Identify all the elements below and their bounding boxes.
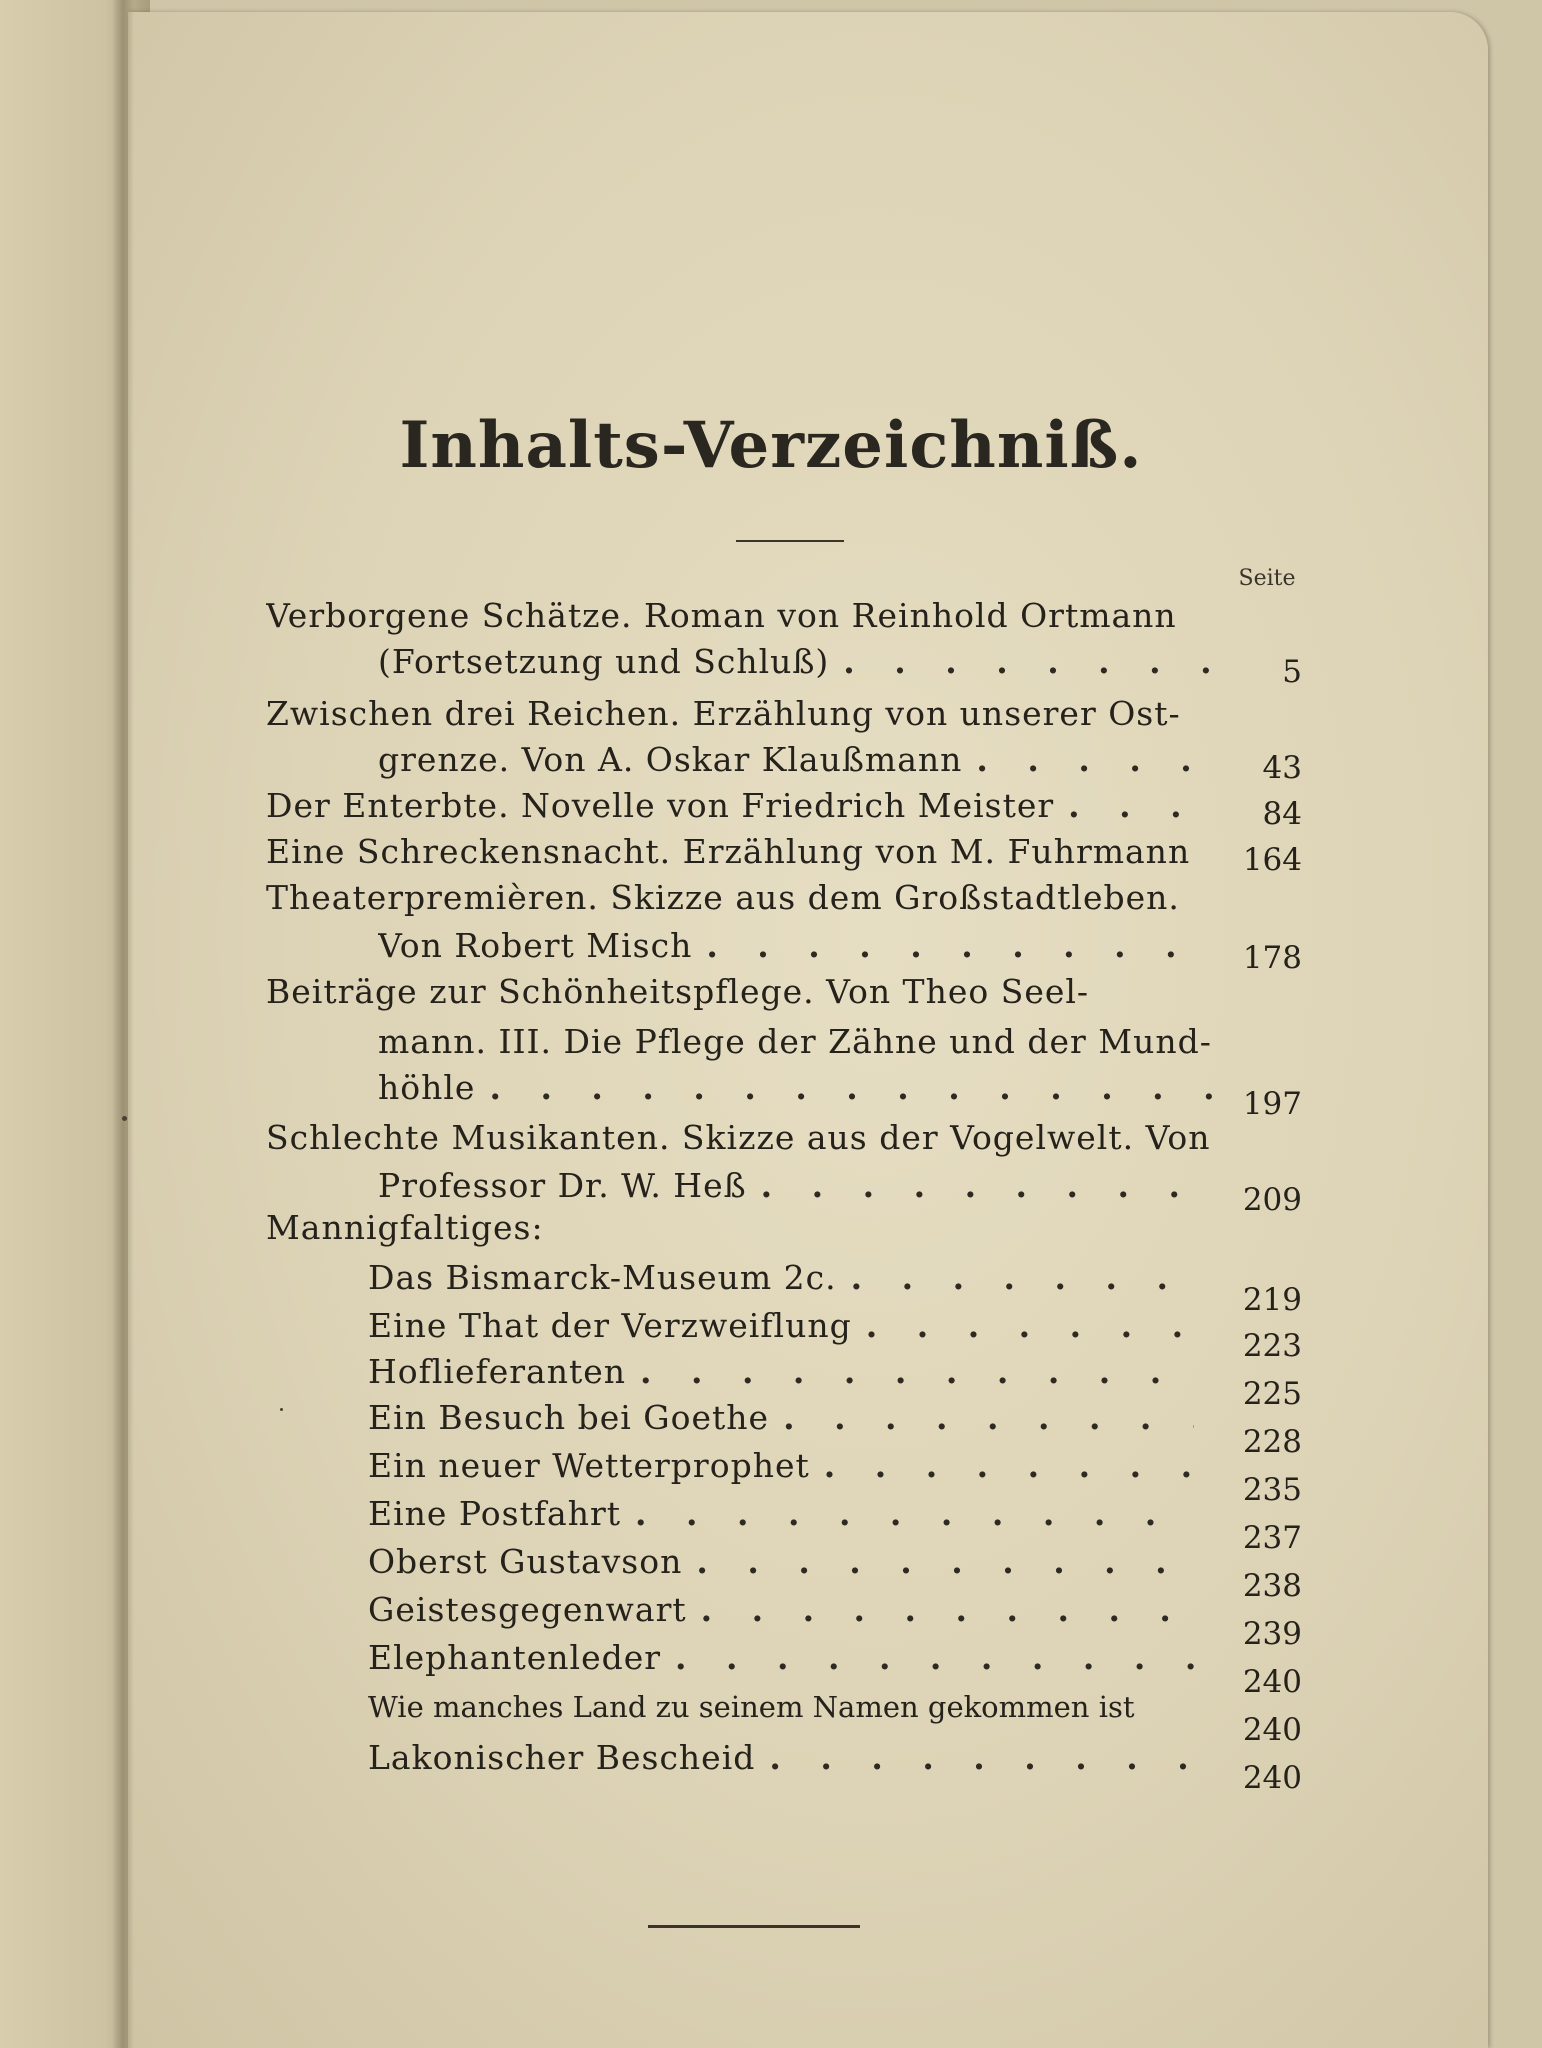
toc-page-number: 197 — [1242, 1086, 1302, 1122]
leader-dots — [824, 1446, 1194, 1485]
toc-page-number: 178 — [1242, 940, 1302, 976]
page-title: Inhalts-Verzeichniß. — [399, 408, 1143, 483]
toc-entry-text: Schlechte Musikanten. Skizze aus der Vogelwelt. Von — [266, 1118, 1211, 1157]
toc-page-number: 238 — [1242, 1568, 1302, 1604]
leader-dots — [761, 1166, 1218, 1205]
toc-subentry-text: Elephantenleder — [368, 1638, 662, 1677]
toc-subentry-text: Eine That der Verzweiflung — [368, 1306, 852, 1345]
leader-dots — [706, 926, 1218, 965]
toc-page-number: 5 — [1282, 654, 1302, 690]
toc-page-number: 209 — [1242, 1182, 1302, 1218]
toc-entry-line — [266, 878, 1266, 924]
toc-subentry — [368, 1542, 1194, 1588]
leader-dots — [976, 740, 1218, 779]
leader-dots — [489, 1068, 1218, 1107]
toc-page-number: 240 — [1242, 1712, 1302, 1748]
toc-page-number: 43 — [1262, 750, 1302, 786]
toc-entry-line — [378, 740, 1218, 786]
toc-subentry — [368, 1398, 1194, 1444]
toc-entry-line — [266, 1118, 1266, 1164]
toc-subentry — [368, 1590, 1194, 1636]
paper-speck — [122, 1116, 127, 1121]
toc-subentry-text: Eine Postfahrt — [368, 1494, 622, 1533]
leader-dots — [851, 1258, 1194, 1297]
toc-subentry-text: Lakonischer Bescheid — [368, 1738, 756, 1777]
toc-entry-line — [378, 1022, 1278, 1068]
toc-page-number: 237 — [1242, 1520, 1302, 1556]
paper-speck — [280, 1408, 283, 1411]
toc-page-number: 84 — [1262, 796, 1302, 832]
toc-entry-line — [266, 596, 1266, 642]
toc-entry-line — [266, 786, 1218, 832]
toc-entry-text: Von Robert Misch — [378, 926, 693, 965]
bottom-divider — [648, 1925, 860, 1928]
toc-subentry-text: Ein neuer Wetterprophet — [368, 1446, 810, 1485]
toc-subentry — [368, 1638, 1194, 1684]
toc-subentry — [368, 1494, 1194, 1540]
toc-entry-text: Eine Schreckensnacht. Erzählung von M. Fuhrmann — [266, 832, 1191, 871]
toc-entry-text: Zwischen drei Reichen. Erzählung von unserer Ost- — [266, 694, 1181, 733]
toc-page-number: 240 — [1242, 1664, 1302, 1700]
toc-entry-line — [378, 642, 1218, 688]
toc-page-number: 239 — [1242, 1616, 1302, 1652]
toc-page-number: 164 — [1242, 842, 1302, 878]
leader-dots — [701, 1590, 1194, 1629]
toc-subentry-text: Wie manches Land zu seinem Namen gekommen ist — [368, 1690, 1135, 1724]
toc-subentry-text: Das Bismarck-Museum 2c. — [368, 1258, 837, 1297]
toc-entry-text: Beiträge zur Schönheitspflege. Von Theo Seel- — [266, 972, 1090, 1011]
toc-entry-line — [378, 1068, 1218, 1114]
toc-entry-line — [378, 1166, 1218, 1212]
toc-entry-text: grenze. Von A. Oskar Klaußmann — [378, 740, 963, 779]
leader-dots — [866, 1306, 1194, 1345]
toc-entry-text: Mannigfaltiges: — [266, 1208, 544, 1247]
toc-subentry — [368, 1690, 1194, 1736]
page-column-header: Seite — [1238, 566, 1296, 591]
toc-subentry — [368, 1258, 1194, 1304]
toc-entry-text: Verborgene Schätze. Roman von Reinhold Ortmann — [266, 596, 1177, 635]
toc-subentry — [368, 1306, 1194, 1352]
leader-dots — [1068, 786, 1218, 825]
toc-subentry — [368, 1446, 1194, 1492]
toc-page-number: 240 — [1242, 1760, 1302, 1796]
toc-entry-text: höhle — [378, 1068, 476, 1107]
toc-entry-text: mann. III. Die Pflege der Zähne und der Mund- — [378, 1022, 1212, 1061]
leader-dots — [635, 1494, 1194, 1533]
toc-page-number: 235 — [1242, 1472, 1302, 1508]
toc-page-number: 225 — [1242, 1376, 1302, 1412]
toc-page-number: 219 — [1242, 1282, 1302, 1318]
leader-dots — [696, 1542, 1194, 1581]
leader-dots — [640, 1352, 1194, 1391]
toc-subentry-text: Ein Besuch bei Goethe — [368, 1398, 770, 1437]
leader-dots — [843, 642, 1218, 681]
leader-dots — [769, 1738, 1194, 1777]
leader-dots — [783, 1398, 1194, 1437]
toc-subentry — [368, 1352, 1194, 1398]
toc-entry-line — [266, 832, 1218, 878]
toc-subentry-text: Geistesgegenwart — [368, 1590, 687, 1629]
toc-page-number: 228 — [1242, 1424, 1302, 1460]
toc-entry-line — [266, 694, 1266, 740]
toc-entry-text: Der Enterbte. Novelle von Friedrich Meister — [266, 786, 1055, 825]
toc-entry-line — [378, 926, 1218, 972]
toc-subentry-text: Hoflieferanten — [368, 1352, 626, 1391]
section-heading-miscellany — [266, 1208, 866, 1254]
toc-entry-text: Theaterpremièren. Skizze aus dem Großstadtleben. — [266, 878, 1180, 917]
toc-subentry-text: Oberst Gustavson — [368, 1542, 683, 1581]
toc-page-number: 223 — [1242, 1328, 1302, 1364]
toc-subentry — [368, 1738, 1194, 1784]
toc-entry-text: (Fortsetzung und Schluß) — [378, 642, 830, 681]
leader-dots — [675, 1638, 1194, 1677]
toc-entry-line — [266, 972, 1266, 1018]
toc-entry-text: Professor Dr. W. Heß — [378, 1166, 747, 1205]
